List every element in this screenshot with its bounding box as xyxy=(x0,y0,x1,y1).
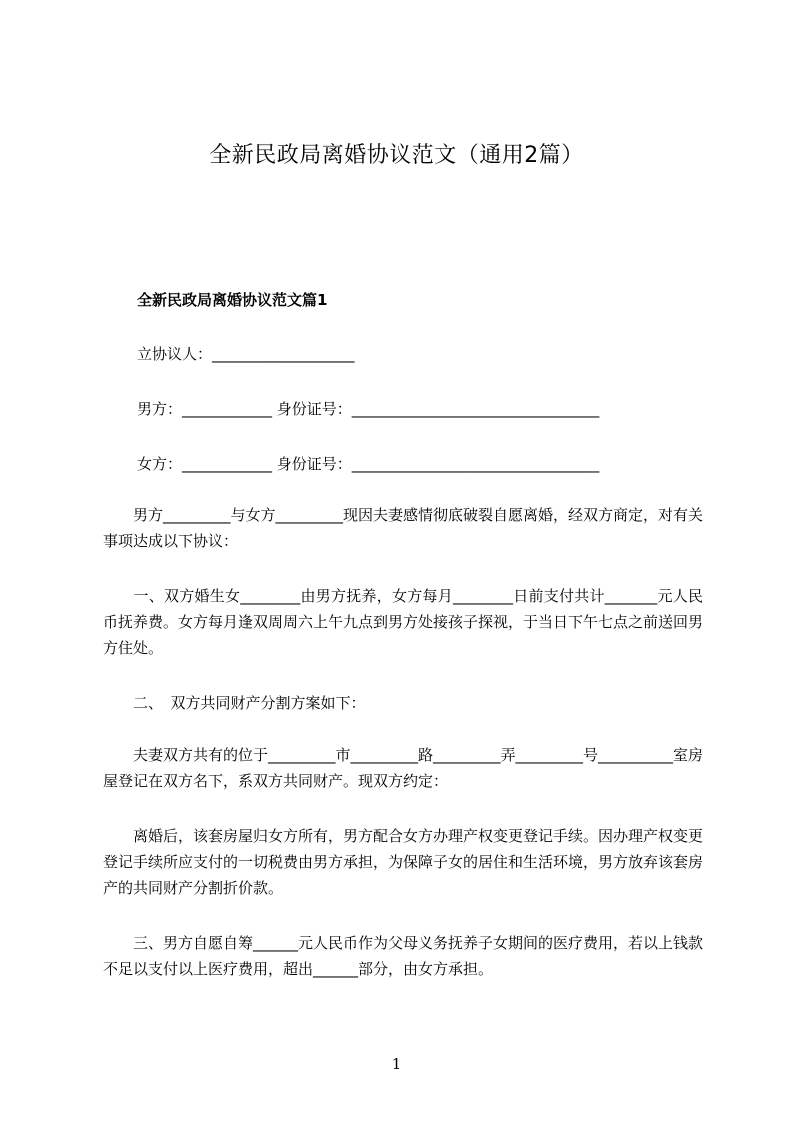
party-line: 立协议人：___________________ xyxy=(137,345,355,363)
male-party-line: 男方：____________ 身份证号：_________________________________ xyxy=(137,400,600,418)
paragraph-medical-expenses: 三、男方自愿自筹______元人民币作为父母义务抚养子女期间的医疗费用，若以上钱款不足以支付以上医疗费用，超出______部分，由女方承担。 xyxy=(103,934,704,978)
section-heading: 全新民政局离婚协议范文篇1 xyxy=(137,291,328,309)
paragraph-property-ownership: 离婚后，该套房屋归女方所有，男方配合女方办理产权变更登记手续。因办理产权变更登记手续所应支付的一切税费由男方承担，为保障子女的居住和生活环境，男方放弃该套房产的共同财产分割折价款。 xyxy=(103,827,704,897)
paragraph-property-heading: 二、 双方共同财产分割方案如下： xyxy=(103,694,366,712)
paragraph-intro: 男方_________与女方_________现因夫妻感情彻底破裂自愿离婚，经双方商定，对有关事项达成以下协议： xyxy=(103,506,704,550)
paragraph-child-custody: 一、双方婚生女________由男方抚养，女方每月________日前支付共计_______元人民币抚养费。女方每月逢双周周六上午九点到男方处接孩子探视，于当日下午七点之前送回男方住处。 xyxy=(103,587,704,657)
document-title: 全新民政局离婚协议范文（通用2篇） xyxy=(209,143,584,168)
female-party-line: 女方：____________ 身份证号：_________________________________ xyxy=(137,455,600,473)
page-number: 1 xyxy=(391,1055,402,1073)
paragraph-property-location: 夫妻双方共有的位于_________市_________路_________弄_________号__________室房屋登记在双方名下，系双方共同财产。现双方约定： xyxy=(103,746,704,790)
